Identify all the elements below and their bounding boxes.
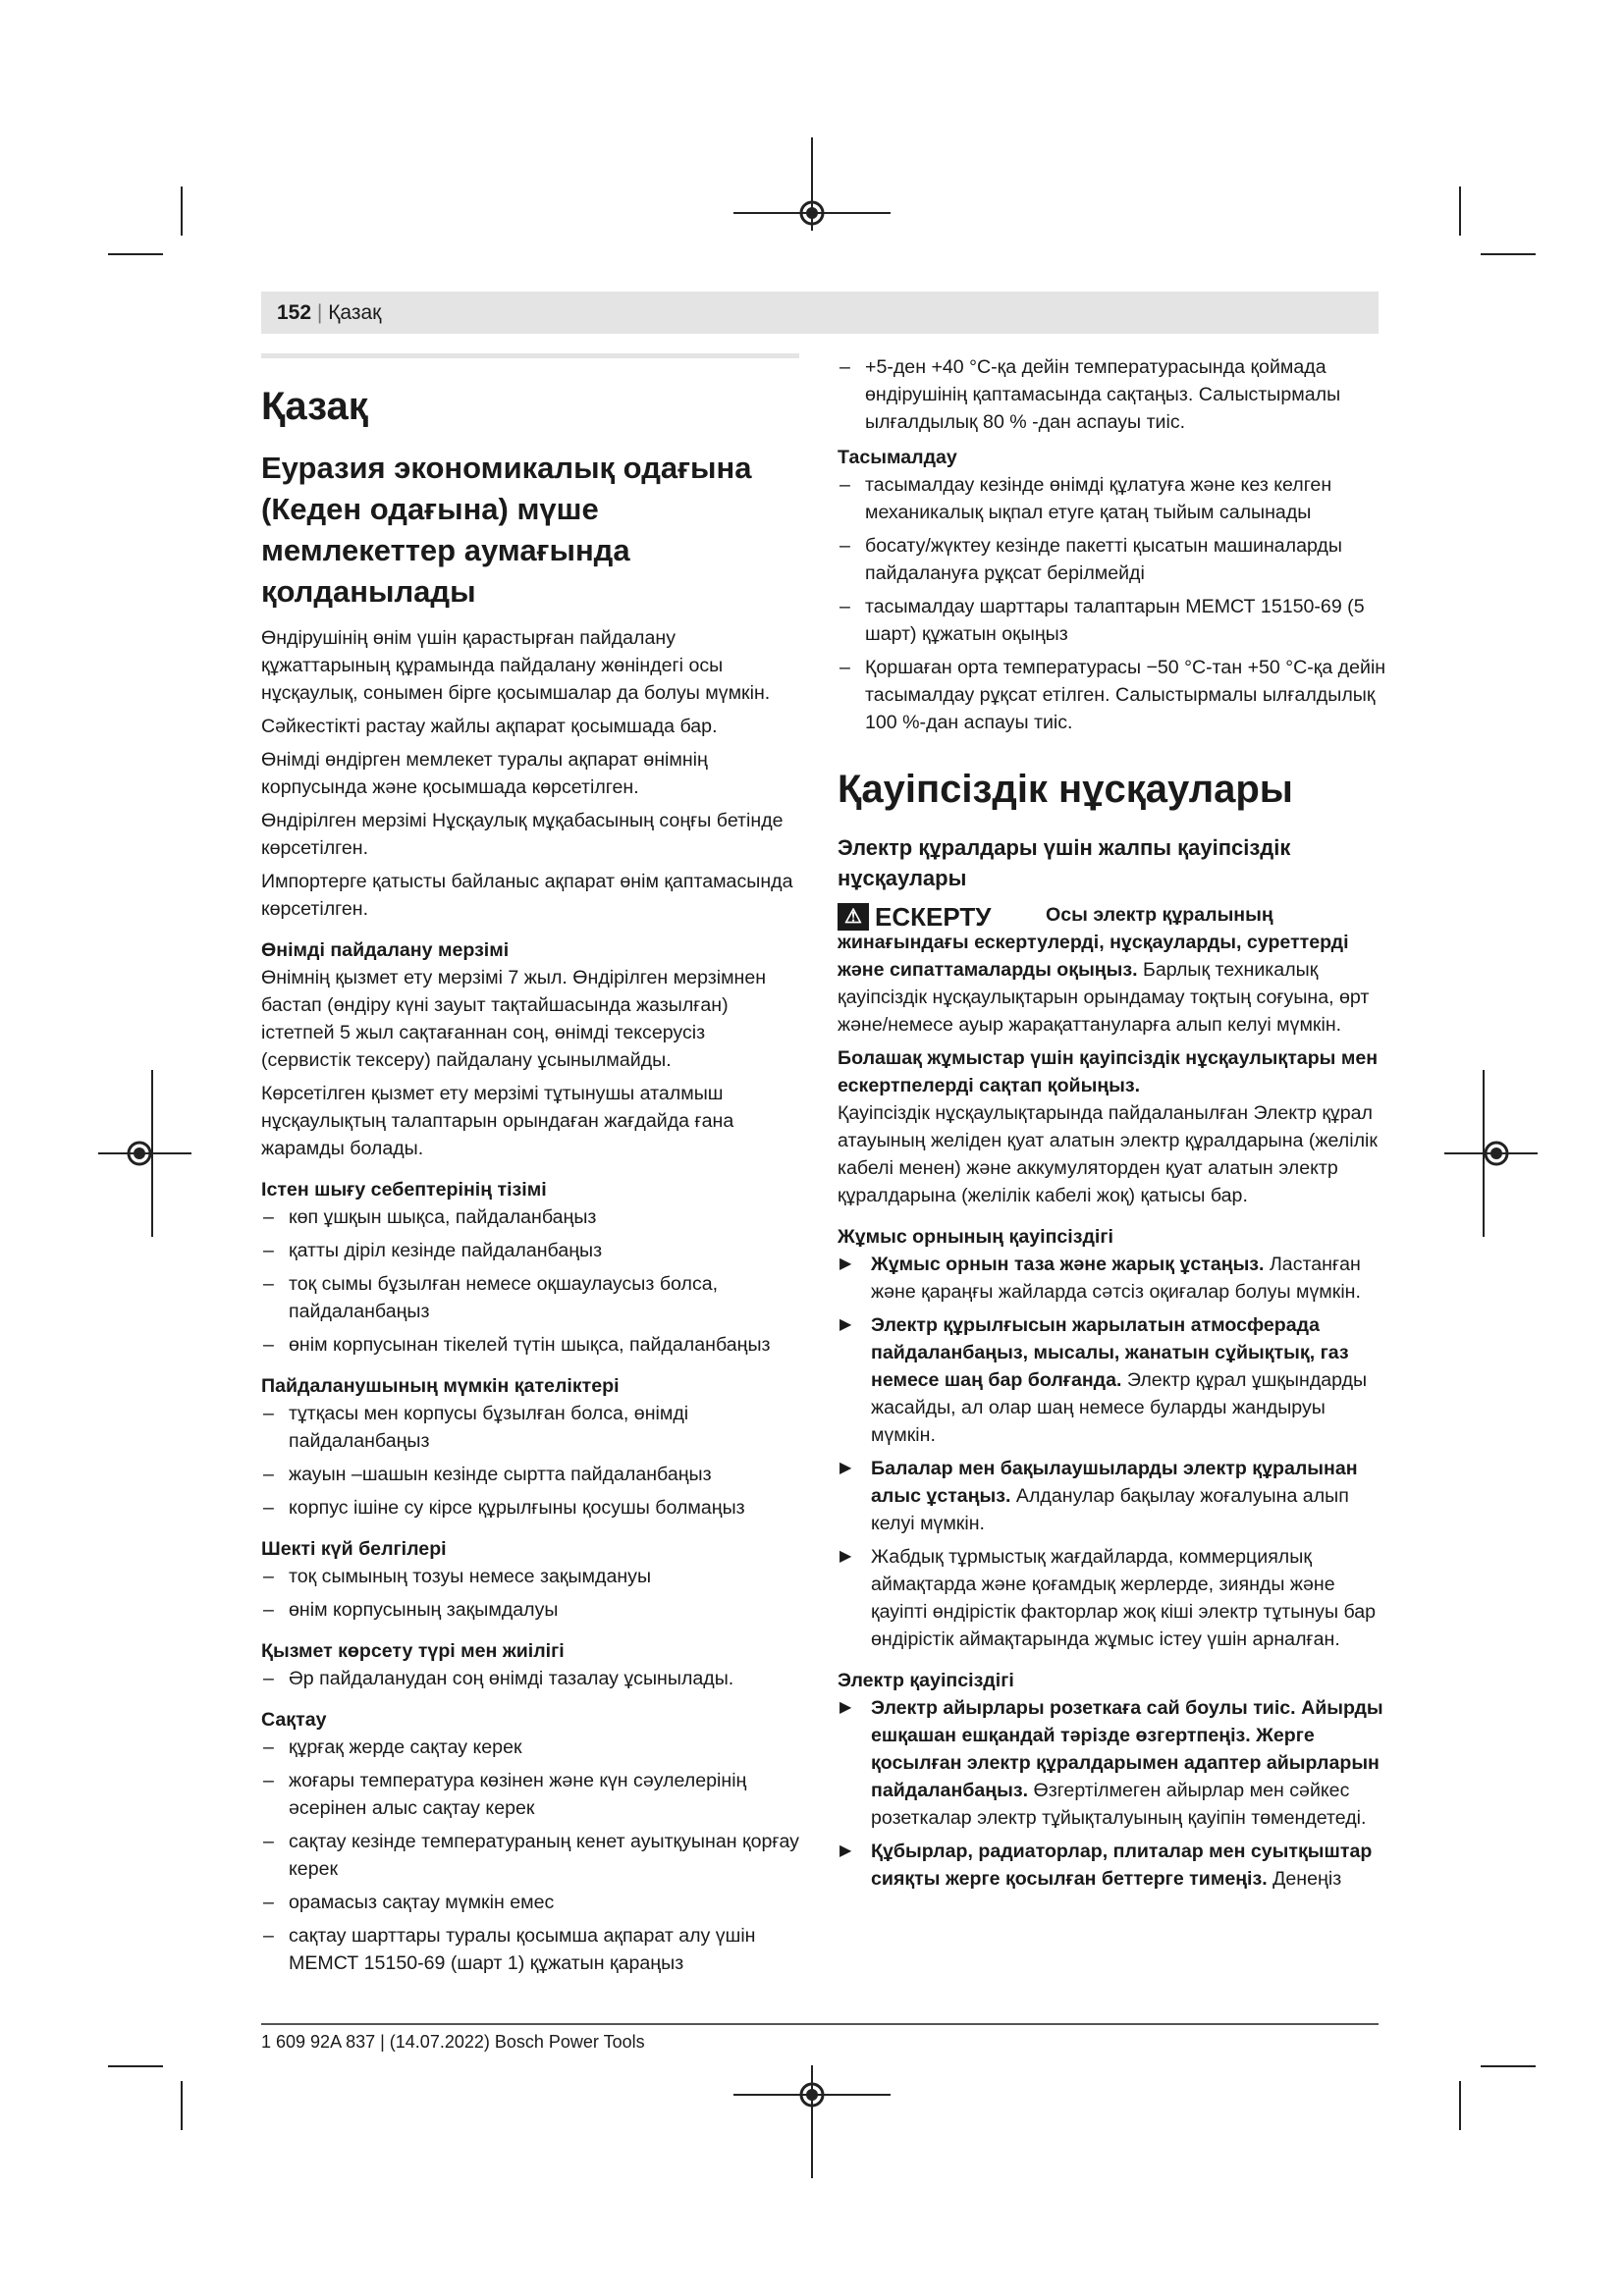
user-errors-list <box>261 1400 799 1522</box>
list-item: – +5-ден +40 °C-қа дейін температурасында қоймада өндірушінің қаптамасында сақтаңыз. Салыстырмалы ылғалдылық 80 % -дан аспауы тиіс. <box>838 353 1387 436</box>
triangle-bullet-icon: ▶ <box>839 1460 852 1476</box>
heading-electrical: Электр қауіпсіздігі <box>838 1670 1014 1691</box>
keep-paragraph: Қауіпсіздік нұсқаулықтарында пайдаланылған Электр құрал атауының желіден қуат алатын электр құралдарына (желілік кабелі менен) және аккумуляторден қуат алатын электр құралдарына (желілік кабелі жоқ) қатысы бар. <box>838 1102 1378 1206</box>
triangle-bullet-icon: ▶ <box>839 1255 852 1272</box>
intro-paragraph: Өндірілген мерзімі Нұсқаулық мұқабасының соңғы бетінде көрсетілген. <box>261 810 784 859</box>
list-item: – көп ұшқын шықса, пайдаланбаңыз <box>261 1203 799 1231</box>
list-item: ▶ Электр құрылғысын жарылатын атмосферада пайдаланбаңыз, мысалы, жанатын сұйықтық, газ немесе шаң бар болғанда. Электр құрал ұшқындарды жасайды, ал олар шаң немесе буларды жандыруы мүмкін. <box>838 1311 1387 1449</box>
crop-mark-top-left-h <box>108 253 163 255</box>
crop-mark-bottom-right-v <box>1459 2081 1461 2130</box>
page-header-bar <box>261 292 1379 334</box>
intro-paragraph: Өнімді өндірген мемлекет туралы ақпарат өнімнің корпусында және қосымшада көрсетілген. <box>261 749 708 798</box>
service-life-paragraph: Өнімнің қызмет ету мерзімі 7 жыл. Өндірілген мерзімнен бастап (өндіру күні зауыт тақтайшасында жазылған) істетпей 5 жыл сақтағаннан соң, өнімді тексерусіз (сервистік тексеру) пайдалану ұсынылмайды. <box>261 967 767 1071</box>
list-item: – сақтау кезінде температураның кенет ауытқуынан қорғау керек <box>261 1828 799 1883</box>
heading-user-errors: Пайдаланушының мүмкін қателіктері <box>261 1375 620 1397</box>
heading-storage: Сақтау <box>261 1709 327 1731</box>
list-item: – орамасыз сақтау мүмкін емес <box>261 1889 799 1916</box>
workplace-list <box>838 1251 1387 1653</box>
heading-service-life: Өнімді пайдалану мерзімі <box>261 939 510 961</box>
list-item: ▶ Балалар мен бақылаушыларды электр құралынан алыс ұстаңыз. Алданулар бақылау жоғалуына алып келуі мүмкін. <box>838 1455 1387 1537</box>
page-header <box>277 301 381 325</box>
right-column <box>838 353 1387 1898</box>
footer-rule <box>261 2023 1379 2025</box>
electrical-list <box>838 1694 1387 1893</box>
intro-paragraph: Сәйкестікті растау жайлы ақпарат қосымшада бар. <box>261 716 718 737</box>
triangle-bullet-icon: ▶ <box>839 1699 852 1716</box>
warning-text-bold: Осы электр құралының жинағындағы ескертулерді, нұсқауларды, суреттерді және сипаттамаларды оқыңыз. <box>838 904 1349 981</box>
crop-mark-top-left-v <box>181 187 183 236</box>
page-title: Қазақ <box>261 385 368 428</box>
safety-title: Қауіпсіздік нұсқаулары <box>838 768 1293 811</box>
crop-mark-top-right-h <box>1481 253 1536 255</box>
section-title-eurasia: Еуразия экономикалық одағына (Кеден одағына) мүше мемлекеттер аумағында қолданылады <box>261 451 752 609</box>
intro-paragraph: Импортерге қатысты байланыс ақпарат өнім қаптамасында көрсетілген. <box>261 871 793 920</box>
left-column <box>261 365 799 1983</box>
list-item: – тоқ сымы бұзылған немесе оқшаулаусыз болса, пайдаланбаңыз <box>261 1270 799 1325</box>
storage-list <box>261 1734 799 1977</box>
list-item: – сақтау шарттары туралы қосымша ақпарат алу үшін МЕМСТ 15150-69 (шарт 1) құжатын қараңыз <box>261 1922 799 1977</box>
maintenance-list <box>261 1665 799 1692</box>
heading-transport: Тасымалдау <box>838 447 957 468</box>
triangle-bullet-icon: ▶ <box>839 1316 852 1333</box>
list-item: ▶ Жұмыс орнын таза және жарық ұстаңыз. Ластанған және қараңғы жайларда сәтсіз оқиғалар болуы мүмкін. <box>838 1251 1387 1306</box>
crop-mark-bottom-right-h <box>1481 2065 1536 2067</box>
registration-mark-top <box>729 137 895 236</box>
list-item: – тұтқасы мен корпусы бұзылған болса, өнімді пайдаланбаңыз <box>261 1400 799 1455</box>
list-item: – босату/жүктеу кезінде пакетті қысатын машиналарды пайдалануға рұқсат берілмейді <box>838 532 1387 587</box>
list-item: – тасымалдау шарттары талаптарын МЕМСТ 15150-69 (5 шарт) құжатын оқыңыз <box>838 593 1387 648</box>
left-column-rule <box>261 353 799 358</box>
failure-causes-list <box>261 1203 799 1359</box>
list-item: – тасымалдау кезінде өнімді құлатуға және кез келген механикалық ықпал етуге қатаң тыйым салынады <box>838 471 1387 526</box>
list-item: – өнім корпусының зақымдалуы <box>261 1596 799 1624</box>
storage-list-continued <box>838 353 1387 436</box>
heading-limit-signs: Шекті күй белгілері <box>261 1538 447 1560</box>
list-item: – жоғары температура көзінен және күн сәулелерінің әсерінен алыс сақтау керек <box>261 1767 799 1822</box>
warning-label: ЕСКЕРТУ <box>875 902 992 932</box>
list-item: – тоқ сымының тозуы немесе зақымдануы <box>261 1563 799 1590</box>
crop-mark-bottom-left-h <box>108 2065 163 2067</box>
crop-mark-top-right-v <box>1459 187 1461 236</box>
heading-workplace: Жұмыс орнының қауіпсіздігі <box>838 1226 1113 1248</box>
triangle-bullet-icon: ▶ <box>839 1548 852 1565</box>
list-item: – қатты діріл кезінде пайдаланбаңыз <box>261 1237 799 1264</box>
page-footer: 1 609 92A 837 | (14.07.2022) Bosch Power Tools <box>261 2032 645 2052</box>
registration-mark-left <box>98 1070 196 1237</box>
list-item: ▶ Жабдық тұрмыстық жағдайларда, коммерциялық аймақтарда және қоғамдық жерлерде, зиянды және қауіпті өндірістік факторлар жоқ кіші электр тұтынуы бар өндірістік аймақтарында жұмыс істеу үшін арналған. <box>838 1543 1387 1653</box>
crop-mark-bottom-left-v <box>181 2081 183 2130</box>
general-safety-title: Электр құралдары үшін жалпы қауіпсіздік нұсқаулары <box>838 835 1291 890</box>
transport-list <box>838 471 1387 736</box>
heading-maintenance: Қызмет көрсету түрі мен жиілігі <box>261 1640 565 1662</box>
list-item: ▶ Құбырлар, радиаторлар, плиталар мен суытқыштар сияқты жерге қосылған беттерге тимеңіз. Денеңіз <box>838 1838 1387 1893</box>
list-item: ▶ Электр айырлары розеткаға сай боулы тиіс. Айырды ешқашан ешқандай тәрізде өзгертпеңіз. Жерге қосылған электр құралдарымен адаптер айырларын пайдаланбаңыз. Өзгертілмеген айырлар мен сәйкес розеткалар электр тұйықталуының қауіпін төмендетеді. <box>838 1694 1387 1832</box>
header-separator: | <box>316 301 323 324</box>
heading-failure-causes: Істен шығу себептерінің тізімі <box>261 1179 547 1201</box>
limit-signs-list <box>261 1563 799 1624</box>
registration-mark-right <box>1439 1070 1538 1237</box>
warning-badge <box>838 903 1046 931</box>
service-life-paragraph: Көрсетілген қызмет ету мерзімі тұтынушы аталмыш нұсқаулықтың талаптарын орындаған жағдайда ғана жарамды болады. <box>261 1083 734 1159</box>
header-language: Қазақ <box>328 301 382 324</box>
triangle-bullet-icon: ▶ <box>839 1842 852 1859</box>
list-item: – Әр пайдаланудан соң өнімді тазалау ұсынылады. <box>261 1665 799 1692</box>
list-item: – құрғақ жерде сақтау керек <box>261 1734 799 1761</box>
page-number: 152 <box>277 301 312 324</box>
registration-mark-bottom <box>729 2065 895 2183</box>
list-item: – өнім корпусынан тікелей түтін шықса, пайдаланбаңыз <box>261 1331 799 1359</box>
intro-paragraph: Өндірушінің өнім үшін қарастырған пайдалану құжаттарының құрамында пайдалану жөніндегі осы нұсқаулық, сонымен бірге қосымшалар да болуы мүмкін. <box>261 627 771 704</box>
list-item: – жауын –шашын кезінде сыртта пайдаланбаңыз <box>261 1461 799 1488</box>
warning-icon: ⚠ <box>838 903 869 931</box>
heading-keep-instructions: Болашақ жұмыстар үшін қауіпсіздік нұсқаулықтары мен ескертпелерді сақтап қойыңыз. <box>838 1047 1379 1096</box>
list-item: – корпус ішіне су кірсе құрылғыны қосушы болмаңыз <box>261 1494 799 1522</box>
list-item: – Қоршаған орта температурасы −50 °C-тан +50 °C-қа дейін тасымалдау рұқсат етілген. Салыстырмалы ылғалдылық 100 %-дан аспауы тиіс. <box>838 654 1387 736</box>
warning-text-regular: Барлық техникалық қауіпсіздік нұсқаулықтарын орындамау тоқтың соғуына, өрт және/немесе ауыр жарақаттануларға алып келуі мүмкін. <box>838 959 1370 1036</box>
